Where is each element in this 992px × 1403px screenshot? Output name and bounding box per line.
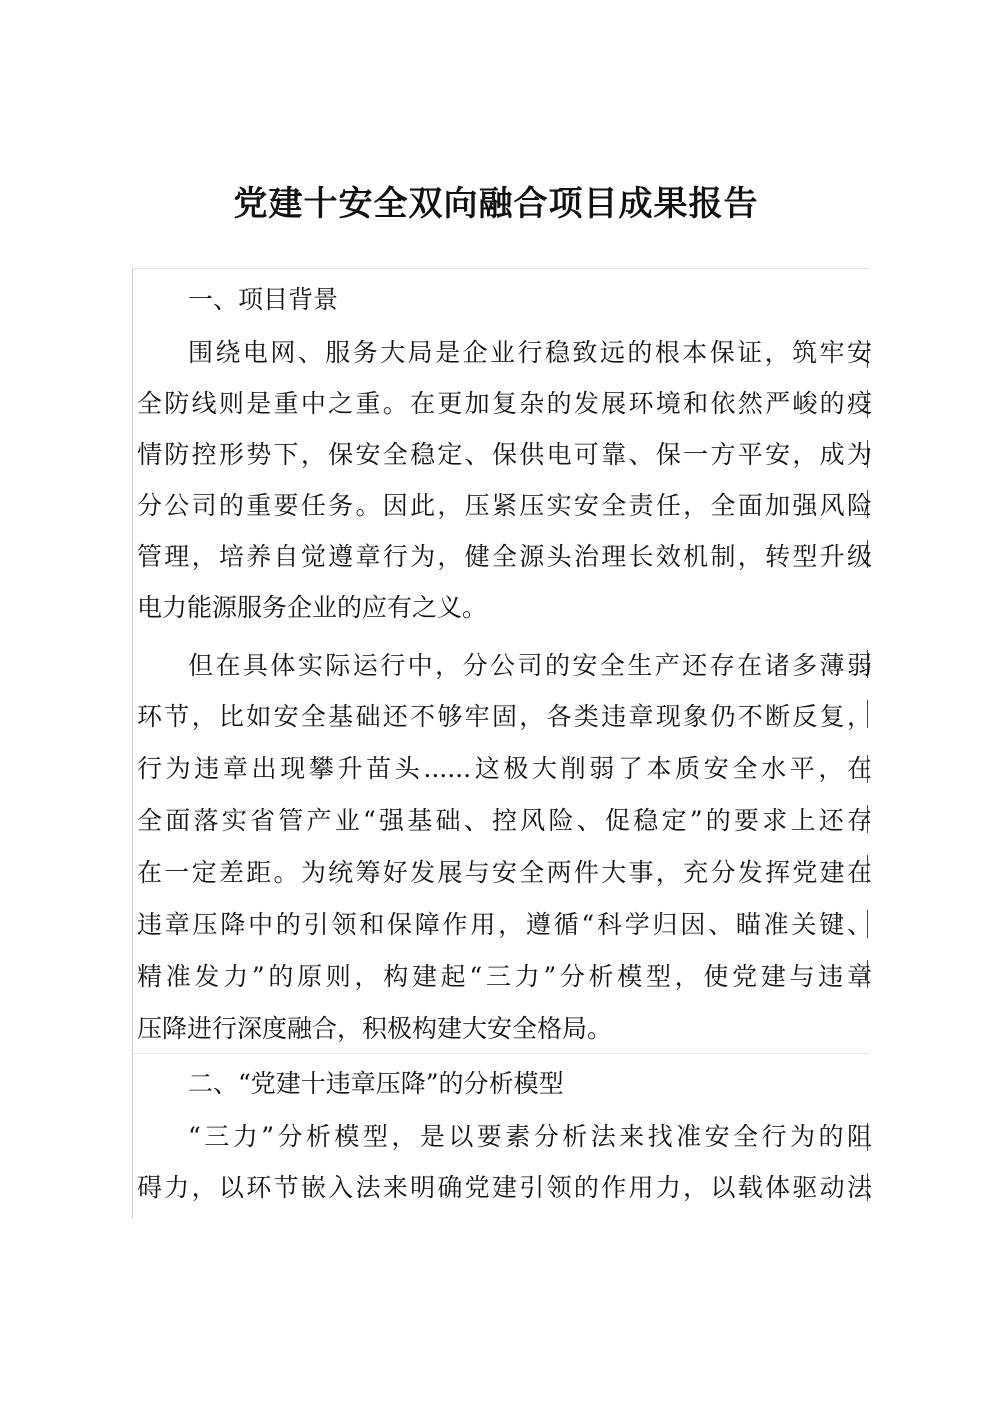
paragraph-line: 行为违章出现攀升苗头......这极大削弱了本质安全水平，在 <box>137 754 872 783</box>
document-title: 党建十安全双向融合项目成果报告 <box>233 184 759 224</box>
paragraph-line: 环节，比如安全基础还不够牢固，各类违章现象仍不断反复， <box>137 702 872 731</box>
frame-top-rule <box>132 268 869 269</box>
paragraph-line: 电力能源服务企业的应有之义。 <box>137 593 488 622</box>
paragraph-line: 围绕电网、服务大局是企业行稳致远的根本保证，筑牢安 <box>188 338 872 367</box>
paragraph-line: “三力”分析模型，是以要素分析法来找准安全行为的阻 <box>188 1122 872 1151</box>
paragraph-line: 精准发力”的原则，构建起“三力”分析模型，使党建与违章 <box>137 962 872 991</box>
paragraph-line: 碍力，以环节嵌入法来明确党建引领的作用力，以载体驱动法 <box>137 1173 872 1202</box>
paragraph-line: 但在具体实际运行中，分公司的安全生产还存在诸多薄弱 <box>188 651 872 680</box>
paragraph-line: 分公司的重要任务。因此，压紧压实安全责任，全面加强风险 <box>137 491 872 520</box>
paragraph-line: 压降进行深度融合，积极构建大安全格局。 <box>137 1014 613 1043</box>
section-heading: 二、“党建十违章压降”的分析模型 <box>188 1069 564 1098</box>
paragraph-line: 全防线则是重中之重。在更加复杂的发展环境和依然严峻的疫 <box>137 389 872 418</box>
paragraph-line: 管理，培养自觉遵章行为，健全源头治理长效机制，转型升级 <box>137 542 872 571</box>
section-divider <box>132 1053 869 1054</box>
paragraph-line: 情防控形势下，保安全稳定、保供电可靠、保一方平安，成为 <box>137 440 872 469</box>
section-heading: 一、项目背景 <box>188 285 339 314</box>
paragraph-line: 在一定差距。为统筹好发展与安全两件大事，充分发挥党建在 <box>137 858 872 887</box>
paragraph-line: 违章压降中的引领和保障作用，遵循“科学归因、瞄准关键、 <box>137 910 872 939</box>
paragraph-line: 全面落实省管产业“强基础、控风险、促稳定”的要求上还存 <box>137 806 872 835</box>
